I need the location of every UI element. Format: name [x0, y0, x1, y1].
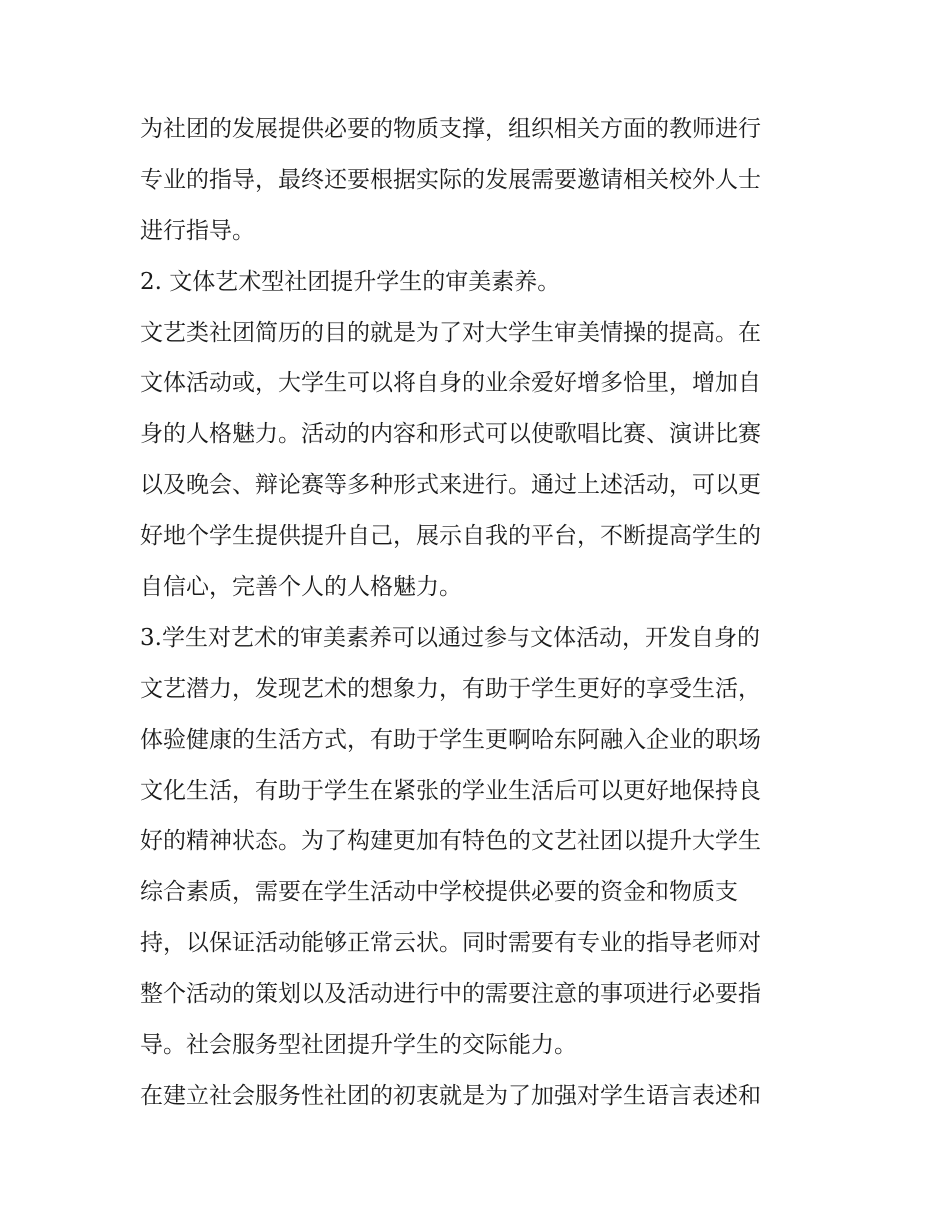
text-line: 以及晚会、辩论赛等多种形式来进行。通过上述活动，可以更	[140, 472, 761, 499]
text-line: 体验健康的生活方式，有助于学生更啊哈东阿融入企业的职场	[140, 726, 761, 753]
text-line: 文体活动或，大学生可以将自身的业余爱好增多恰里，增加自	[140, 370, 761, 397]
text-line: 为社团的发展提供必要的物质支撑，组织相关方面的教师进行	[140, 116, 761, 142]
text-line: 文艺类社团简历的目的就是为了对大学生审美情操的提高。在	[140, 319, 761, 346]
text-line: 进行指导。	[140, 217, 255, 244]
text-line: 文艺潜力，发现艺术的想象力，有助于学生更好的享受生活，	[140, 675, 761, 702]
text-line: 综合素质，需要在学生活动中学校提供必要的资金和物质支	[140, 879, 738, 906]
text-line: 持，以保证活动能够正常云状。同时需要有专业的指导老师对	[140, 930, 761, 957]
text-line: 身的人格魅力。活动的内容和形式可以使歌唱比赛、演讲比赛	[140, 421, 761, 448]
text-line: 好地个学生提供提升自己，展示自我的平台，不断提高学生的	[140, 523, 761, 550]
section-heading: 2. 文体艺术型社团提升学生的审美素养。	[140, 268, 561, 295]
text-line: 导。社会服务型社团提升学生的交际能力。	[140, 1032, 577, 1059]
text-line: 3.学生对艺术的审美素养可以通过参与文体活动，开发自身的	[140, 624, 760, 651]
text-line: 专业的指导，最终还要根据实际的发展需要邀请相关校外人士	[140, 166, 761, 193]
text-line: 文化生活，有助于学生在紧张的学业生活后可以更好地保持良	[140, 777, 761, 804]
text-line: 自信心，完善个人的人格魅力。	[140, 574, 462, 601]
text-line: 整个活动的策划以及活动进行中的需要注意的事项进行必要指	[140, 981, 761, 1008]
document-body	[140, 104, 812, 1122]
text-line: 好的精神状态。为了构建更加有特色的文艺社团以提升大学生	[140, 828, 761, 855]
text-line: 在建立社会服务性社团的初衷就是为了加强对学生语言表述和	[140, 1082, 761, 1109]
